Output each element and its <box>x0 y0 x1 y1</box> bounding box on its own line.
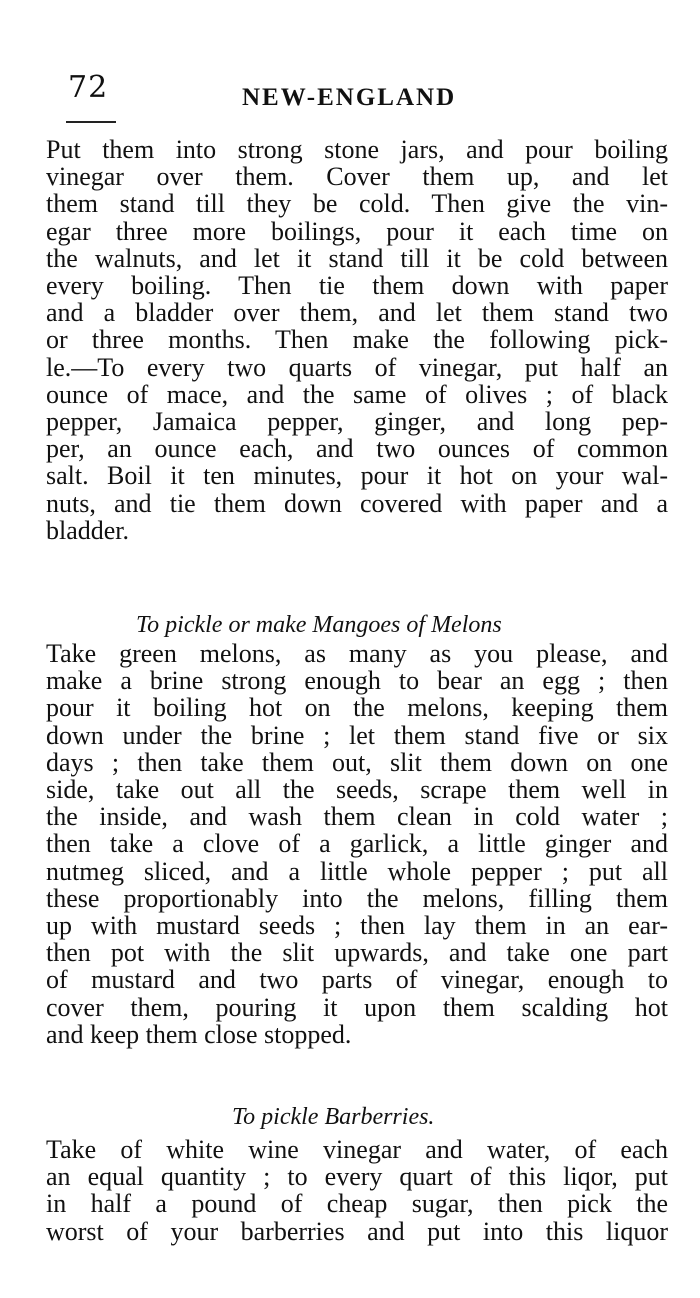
barberries-paragraph <box>46 1136 668 1245</box>
text-line: then pot with the slit upwards, and take one part <box>46 938 668 968</box>
text-line: side, take out all the seeds, scrape them well in <box>46 775 668 805</box>
text-line: them stand till they be cold. Then give the vin- <box>46 189 668 219</box>
text-line: vinegar over them. Cover them up, and let <box>46 162 668 192</box>
text-line: up with mustard seeds ; then lay them in an ear- <box>46 911 668 941</box>
text-line: in half a pound of cheap sugar, then pick the <box>46 1189 668 1219</box>
text-line: le.—To every two quarts of vinegar, put half an <box>46 352 668 382</box>
text-line: pepper, Jamaica pepper, ginger, and long pep- <box>46 407 668 437</box>
page-number: 72 <box>68 70 109 105</box>
text-line: days ; then take them out, slit them down on one <box>46 747 668 777</box>
text-line: of mustard and two parts of vinegar, enough to <box>46 965 668 995</box>
text-line: the walnuts, and let it stand till it be cold between <box>46 243 668 273</box>
barberries-heading: To pickle Barberries. <box>232 1104 435 1130</box>
text-line: bladder. <box>46 515 130 545</box>
text-line: nutmeg sliced, and a little whole pepper ; put all <box>46 856 668 886</box>
text-line: and keep them close stopped. <box>46 1019 352 1049</box>
text-line: the inside, and wash them clean in cold water ; <box>46 802 668 832</box>
text-line: down under the brine ; let them stand five or six <box>46 720 668 750</box>
text-line: worst of your barberries and put into this liquor <box>46 1216 668 1246</box>
text-line: Take green melons, as many as you please, and <box>46 639 668 668</box>
text-line: Put them into strong stone jars, and pour boiling <box>46 135 668 164</box>
text-line: cover them, pouring it upon them scalding hot <box>46 992 668 1022</box>
walnut-pickle-paragraph <box>46 136 668 544</box>
text-line: and a bladder over them, and let them stand two <box>46 298 668 328</box>
text-line: ounce of mace, and the same of olives ; of black <box>46 379 668 409</box>
text-line: or three months. Then make the following pick- <box>46 325 668 355</box>
text-line: every boiling. Then tie them down with paper <box>46 271 668 301</box>
mangoes-heading: To pickle or make Mangoes of Melons <box>136 612 502 638</box>
text-line: an equal quantity ; to every quart of this liqor, put <box>46 1162 668 1192</box>
text-line: egar three more boilings, pour it each time on <box>46 216 668 246</box>
mangoes-paragraph <box>46 640 668 1048</box>
text-line: Take of white wine vinegar and water, of each <box>46 1135 668 1164</box>
text-line: salt. Boil it ten minutes, pour it hot on your wal- <box>46 461 668 491</box>
text-line: per, an ounce each, and two ounces of common <box>46 434 668 464</box>
running-head: NEW-ENGLAND <box>242 84 457 111</box>
text-line: these proportionably into the melons, filling them <box>46 883 668 913</box>
header-rule <box>66 121 116 123</box>
text-line: pour it boiling hot on the melons, keeping them <box>46 693 668 723</box>
text-line: nuts, and tie them down covered with paper and a <box>46 488 668 518</box>
text-line: make a brine strong enough to bear an egg ; then <box>46 666 668 696</box>
text-line: then take a clove of a garlick, a little ginger and <box>46 829 668 859</box>
